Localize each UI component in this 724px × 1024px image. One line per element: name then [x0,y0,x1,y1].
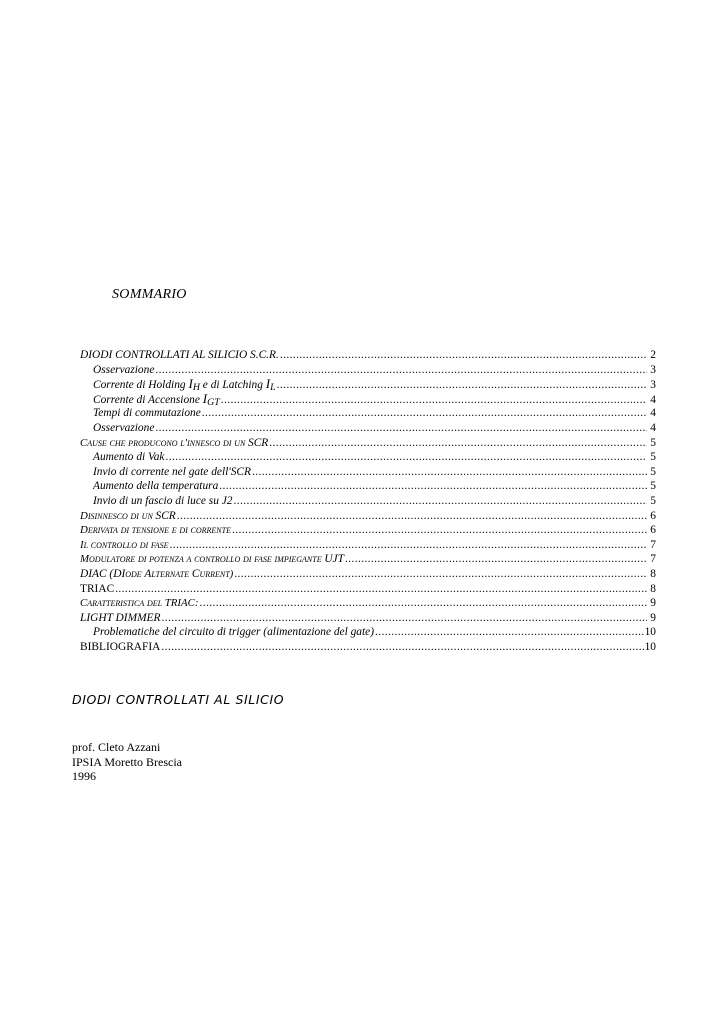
leader-dots [232,523,647,538]
publication-year: 1996 [72,769,96,783]
toc-entry[interactable] [80,494,656,509]
toc-entry-label: DIODI CONTROLLATI AL SILICIO S.C.R. [80,349,279,361]
toc-entry[interactable] [80,611,656,626]
toc-entry-page: 10 [644,626,656,639]
toc-entry[interactable] [80,596,656,611]
toc-entry-label: Corrente di Accensione $I_{GT}$ [93,391,220,407]
toc-entry[interactable] [80,523,656,538]
toc-entry[interactable] [80,348,656,363]
toc-entry[interactable] [80,479,656,494]
leader-dots [170,538,648,553]
toc-entry-page: 4 [650,407,656,420]
toc-entry[interactable] [80,538,656,553]
leader-dots [252,465,647,480]
toc-entry[interactable] [80,392,656,407]
toc-entry[interactable] [80,436,656,451]
toc-entry[interactable] [80,465,656,480]
toc-entry-label: Tempi di commutazione [93,407,201,420]
leader-dots [177,509,647,524]
toc-entry-page: 7 [650,538,656,551]
leader-dots [277,378,647,392]
toc-entry[interactable] [80,567,656,582]
institution-name: IPSIA Moretto Brescia [72,754,182,769]
toc-entry[interactable] [80,625,656,640]
toc-entry[interactable] [80,406,656,421]
leader-dots [219,479,647,494]
toc-entry[interactable] [80,377,656,392]
toc-entry-page: 5 [650,480,656,493]
toc-entry[interactable] [80,509,656,524]
toc-entry-label: Cause che producono l'innesco di un SCR [80,436,269,449]
toc-entry-page: 5 [650,436,656,449]
toc-heading: SOMMARIO [112,287,187,302]
toc-entry-label: Aumento di Vak [93,451,165,464]
toc-entry-page: 6 [650,524,656,537]
toc-entry-page: 3 [650,363,656,376]
leader-dots [234,567,647,582]
toc-entry[interactable] [80,582,656,597]
leader-dots [345,552,647,567]
toc-entry-label: Problematiche del circuito di trigger (alimentazione del gate) [93,626,375,639]
leader-dots [161,640,643,655]
toc-entry-label: Derivata di tensione e di corrente [80,524,231,537]
toc-entry-label: DIAC (DIode Alternate Current) [80,567,234,580]
toc-entry[interactable] [80,421,656,436]
toc-entry[interactable] [80,363,656,378]
table-of-contents [80,348,656,654]
toc-entry-label: Invio di corrente nel gate dell'SCR [93,465,251,478]
toc-entry[interactable] [80,450,656,465]
toc-entry-label: Osservazione [93,421,155,434]
author-block [72,740,182,784]
toc-entry-label: Il controllo di fase [80,538,169,551]
toc-entry-label: Invio di un fascio di luce su J2 [93,494,233,507]
toc-entry-page: 9 [650,597,656,610]
leader-dots [166,450,648,465]
toc-entry-page: 4 [650,421,656,434]
toc-entry-label: Osservazione [93,363,155,376]
leader-dots [202,406,647,421]
toc-entry-label: Disinnesco di un SCR [80,509,176,522]
toc-entry-page: 3 [650,379,656,392]
leader-dots [161,611,647,626]
toc-entry-page: 5 [650,465,656,478]
toc-entry-page: 10 [644,640,656,653]
toc-entry-label: Caratteristica del TRIAC: [80,597,199,610]
author-name: prof. Cleto Azzani [72,740,161,754]
leader-dots [155,363,647,378]
toc-entry-label: BIBLIOGRAFIA [80,640,161,653]
leader-dots [269,436,647,451]
leader-dots [234,494,647,509]
toc-entry[interactable] [80,552,656,567]
leader-dots [221,393,647,407]
leader-dots [375,625,644,640]
document-title: DIODI CONTROLLATI AL SILICIO [72,692,285,707]
toc-entry-label: Aumento della temperatura [93,480,219,493]
toc-entry-page: 8 [650,567,656,580]
toc-entry[interactable] [80,640,656,655]
toc-entry-page: 2 [650,349,656,361]
leader-dots [155,421,647,436]
toc-entry-label: Corrente di Holding $I_H$ e di Latching $I_L$ [93,377,276,392]
toc-entry-page: 8 [650,582,656,595]
toc-entry-label: Modulatore di potenza a controllo di fase impiegante UJT [80,553,344,566]
toc-entry-page: 4 [650,393,656,406]
toc-entry-page: 5 [650,494,656,507]
toc-entry-page: 9 [650,611,656,624]
toc-entry-page: 5 [650,451,656,464]
leader-dots [199,596,647,611]
leader-dots [280,348,647,363]
toc-entry-page: 6 [650,509,656,522]
toc-entry-page: 7 [650,553,656,566]
toc-entry-label: TRIAC [80,582,115,595]
leader-dots [115,582,647,597]
toc-entry-label: LIGHT DIMMER [80,611,161,624]
